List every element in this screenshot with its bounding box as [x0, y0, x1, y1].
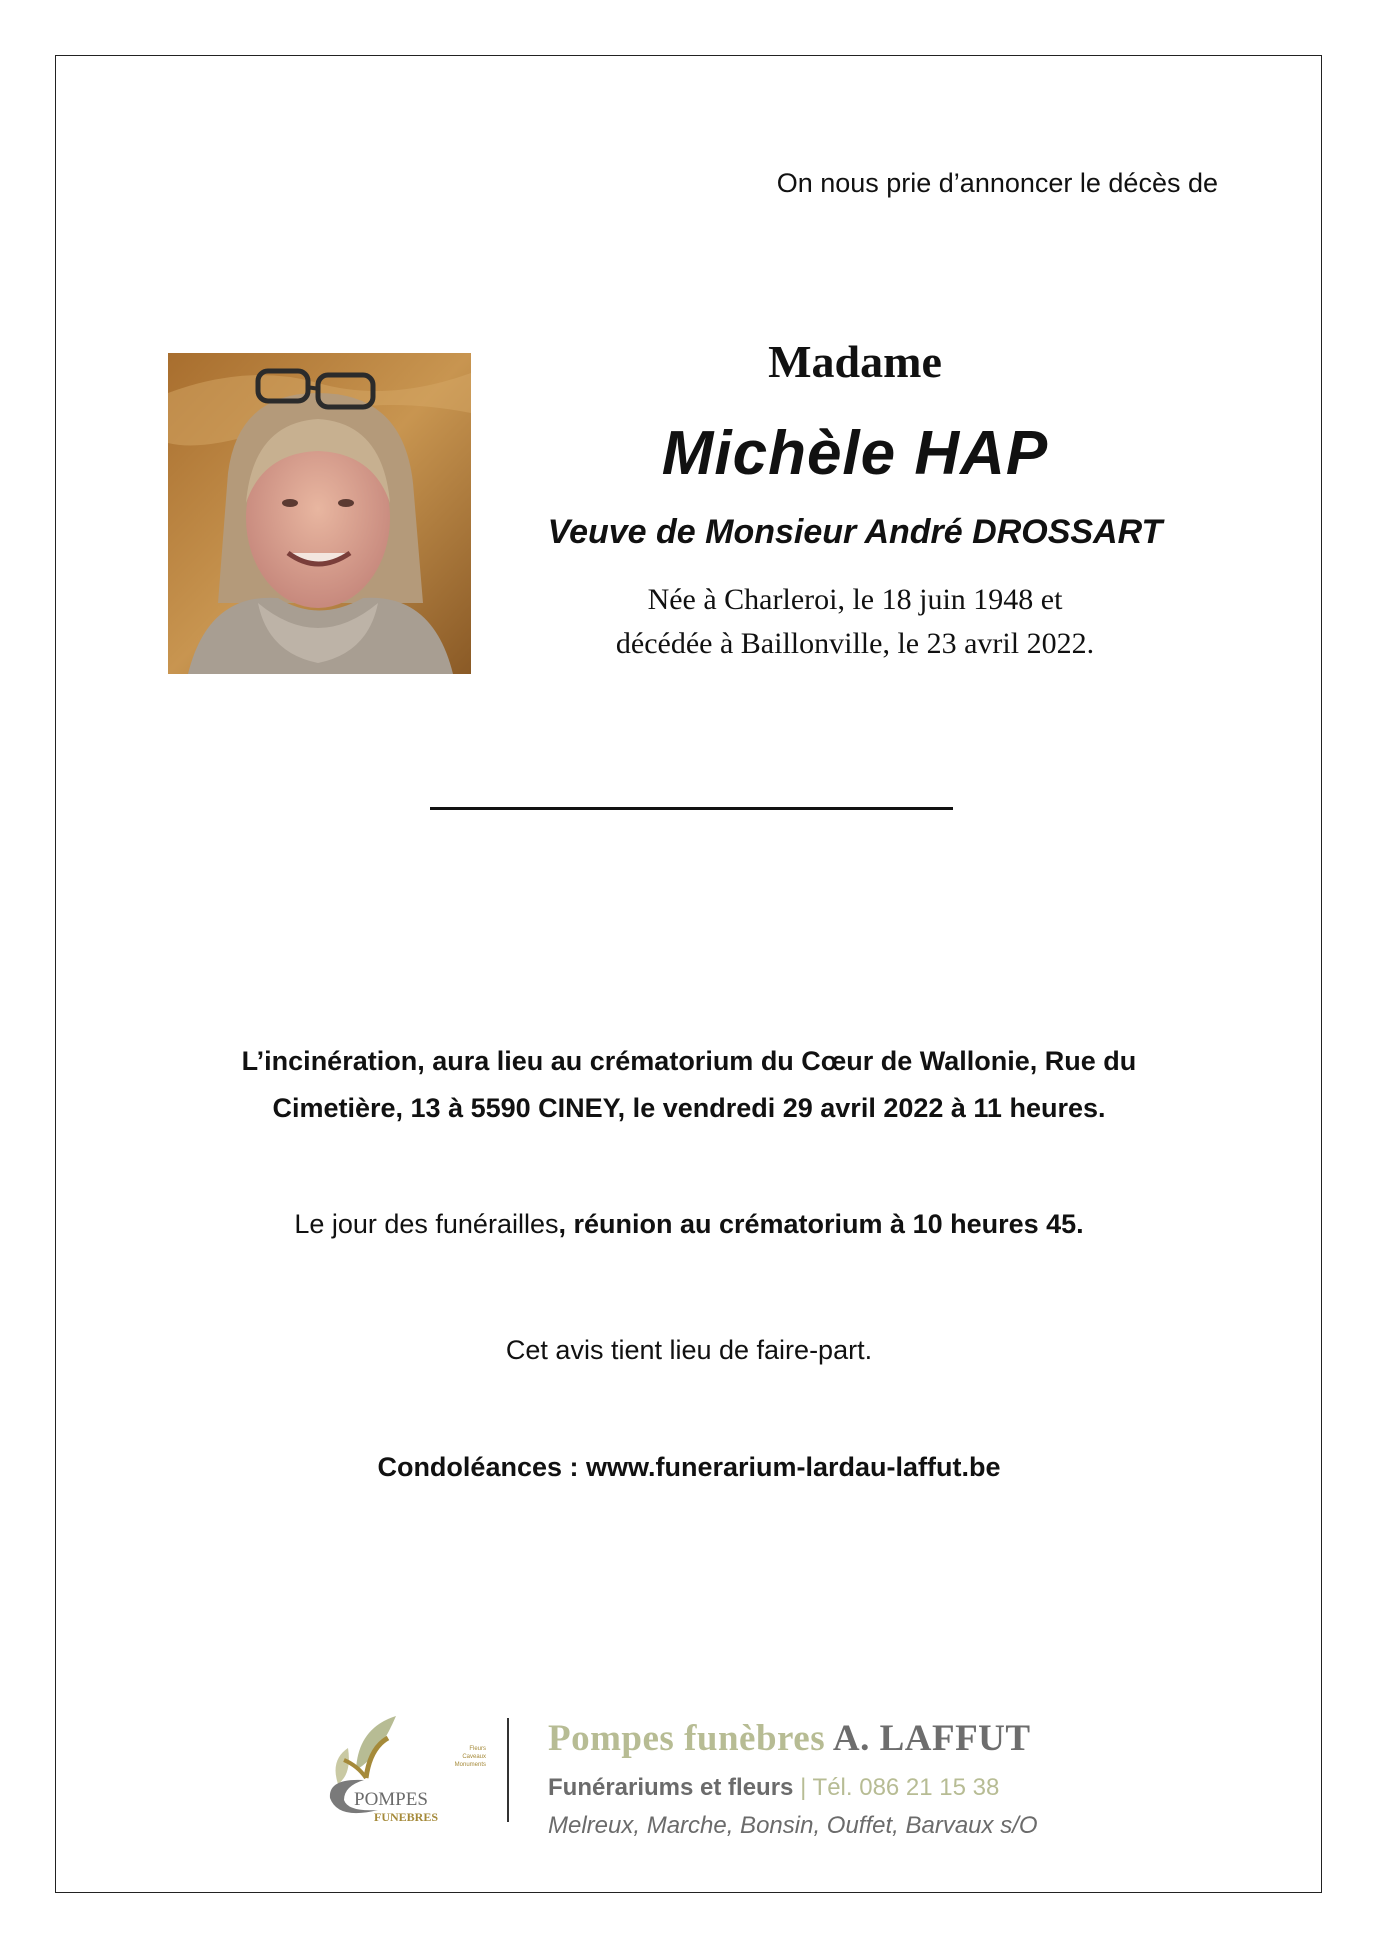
brand-owner: A. LAFFUT: [832, 1718, 1031, 1759]
funeral-home-info: [548, 1717, 1038, 1840]
brand-name: [548, 1717, 1038, 1760]
separator-line: [430, 807, 953, 810]
death-line: décédée à Baillonville, le 23 avril 2022.: [615, 627, 1095, 660]
life-dates: [520, 578, 1190, 666]
logo-tagline-3: Monuments: [454, 1762, 486, 1768]
honorific: Madame: [768, 336, 942, 387]
logo-word-2: FUNEBRES: [374, 1810, 439, 1824]
condolences-text: Condoléances : www.funerarium-lardau-laffut.be: [377, 1452, 1001, 1482]
logo-tagline-2: Caveaux: [462, 1754, 486, 1760]
brand-prefix: Pompes funèbres: [548, 1718, 833, 1759]
brand-services: [548, 1774, 1038, 1802]
portrait-photo: [168, 353, 471, 674]
phone-number: | Tél. 086 21 15 38: [800, 1774, 1000, 1801]
brand-locations: Melreux, Marche, Bonsin, Ouffet, Barvaux s/O: [548, 1812, 1038, 1839]
notice-text: Cet avis tient lieu de faire-part.: [505, 1335, 873, 1365]
page-border: [55, 55, 1322, 1893]
ceremony-line-1: L’incinération, aura lieu au crématorium du Cœur de Wallonie, Rue du: [241, 1046, 1137, 1076]
meeting-details: [120, 1209, 1258, 1240]
ceremony-line-2: Cimetière, 13 à 5590 CINEY, le vendredi 29 avril 2022 à 11 heures.: [272, 1093, 1106, 1123]
services-text: Funérariums et fleurs: [548, 1774, 801, 1801]
meeting-time: , réunion au crématorium à 10 heures 45.: [558, 1209, 1084, 1239]
deceased-name: Michèle HAP: [661, 419, 1049, 488]
birth-line: Née à Charleroi, le 18 juin 1948 et: [647, 583, 1063, 616]
logo-word-1: POMPES: [354, 1789, 428, 1810]
footer-divider: [507, 1718, 509, 1822]
spouse-line: Veuve de Monsieur André DROSSART: [547, 513, 1163, 551]
ceremony-details: [120, 1038, 1258, 1132]
funeral-home-logo: [318, 1708, 488, 1828]
logo-tagline-1: Fleurs: [469, 1746, 486, 1752]
announcement-intro: On nous prie d’annoncer le décès de: [776, 168, 1218, 198]
meeting-prefix: Le jour des funérailles: [294, 1209, 559, 1239]
